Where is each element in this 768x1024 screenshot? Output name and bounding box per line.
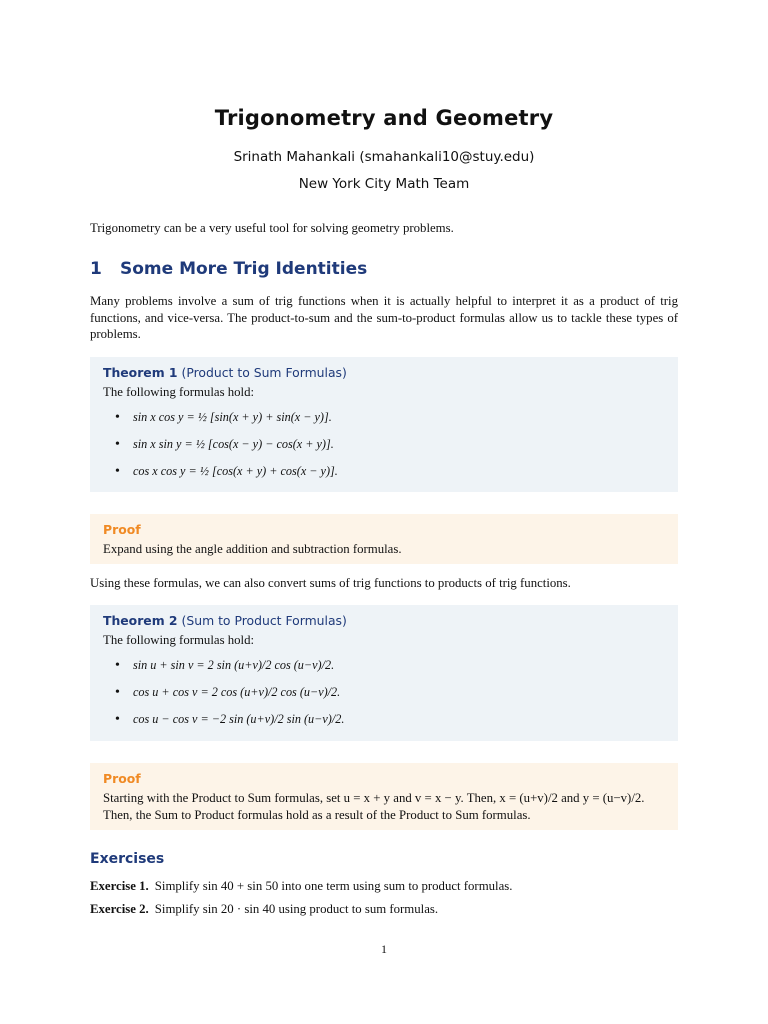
theorem-intro: The following formulas hold: <box>103 385 255 399</box>
theorem-name: (Product to Sum Formulas) <box>181 365 347 380</box>
formula-item: • cos u + cos v = 2 cos (u+v)/2 cos (u−v)/2. <box>115 684 665 701</box>
theorem-box <box>90 605 678 741</box>
formula-list <box>103 409 665 480</box>
section-number: 1 <box>90 259 102 279</box>
formula-item: • sin u + sin v = 2 sin (u+v)/2 cos (u−v)/2. <box>115 657 665 674</box>
exercise-item <box>90 902 438 917</box>
formula-item: • sin x sin y = ½ [cos(x − y) − cos(x + y)]. <box>115 436 665 453</box>
formula-item: • cos x cos y = ½ [cos(x + y) + cos(x − y)]. <box>115 463 665 480</box>
proof-text: Expand using the angle addition and subtraction formulas. <box>103 542 402 556</box>
proof-label: Proof <box>103 522 141 537</box>
exercise-text: Simplify sin 20 · sin 40 using product to sum formulas. <box>154 902 439 916</box>
formula-item: • sin x cos y = ½ [sin(x + y) + sin(x − y)]. <box>115 409 665 426</box>
proof-label: Proof <box>103 771 141 786</box>
section-paragraph: Many problems involve a sum of trig functions when it is actually helpful to interpret it as a product of trig functions, and vice-versa. The product-to-sum and the sum-to-product formulas allow us to tackle these types of problems. <box>90 294 678 341</box>
theorem-box <box>90 357 678 492</box>
theorem-label: Theorem 1 <box>103 365 178 380</box>
theorem-header <box>103 365 665 380</box>
page-number: 1 <box>381 942 387 956</box>
section-heading <box>90 259 367 279</box>
exercise-label: Exercise 1. <box>90 879 149 893</box>
theorem-intro: The following formulas hold: <box>103 633 255 647</box>
document-title: Trigonometry and Geometry <box>214 106 554 130</box>
proof-box <box>90 763 678 830</box>
formula-item: • cos u − cos v = −2 sin (u+v)/2 sin (u−v)/2. <box>115 711 665 728</box>
exercise-label: Exercise 2. <box>90 902 149 916</box>
theorem-name: (Sum to Product Formulas) <box>181 613 347 628</box>
exercise-item <box>90 879 512 894</box>
section-paragraph: Using these formulas, we can also convert sums of trig functions to products of trig functions. <box>90 576 571 590</box>
exercise-text: Simplify sin 40 + sin 50 into one term using sum to product formulas. <box>154 879 513 893</box>
theorem-label: Theorem 2 <box>103 613 178 628</box>
affiliation: New York City Math Team <box>298 176 470 192</box>
proof-text: Starting with the Product to Sum formulas, set u = x + y and v = x − y. Then, x = (u+v)/2 and y = (u−v)/2. Then, the Sum to Product formulas hold as a result of the Product to Sum formulas. <box>103 791 645 822</box>
author-line: Srinath Mahankali (smahankali10@stuy.edu) <box>233 149 535 165</box>
section-title: Some More Trig Identities <box>120 259 368 279</box>
formula-list <box>103 657 665 728</box>
intro-paragraph: Trigonometry can be a very useful tool for solving geometry problems. <box>90 221 454 235</box>
exercises-heading: Exercises <box>90 851 165 867</box>
theorem-header <box>103 613 665 628</box>
proof-box <box>90 514 678 564</box>
